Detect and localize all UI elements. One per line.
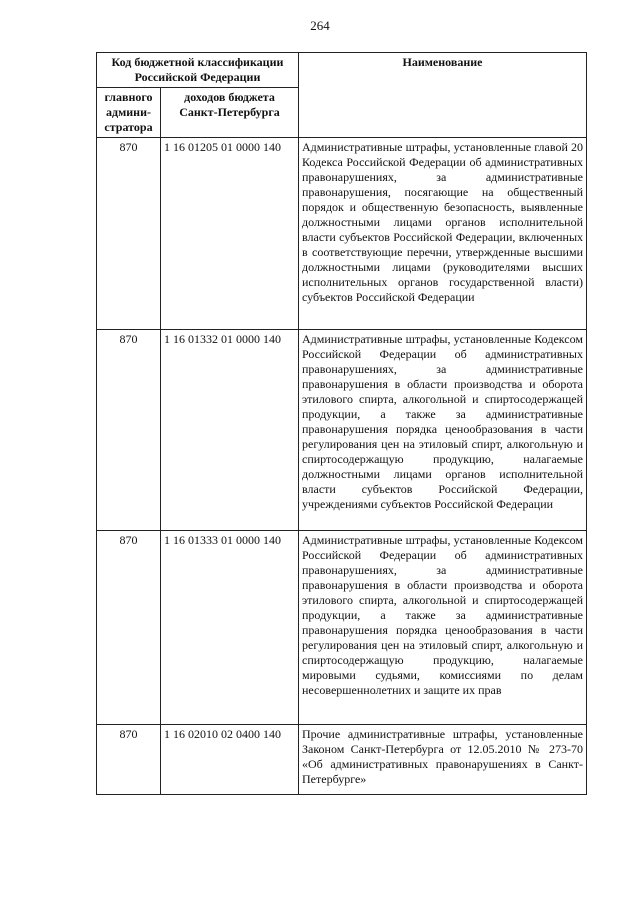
income-code-cell: 1 16 01333 01 0000 140 — [161, 531, 299, 725]
admin-code-cell: 870 — [97, 725, 161, 795]
description-cell: Прочие административные штрафы, установленные Законом Санкт-Петербурга от 12.05.2010 № 273-70 «Об административных правонарушениях в Санкт-Петербурге» — [299, 725, 587, 795]
admin-code-cell: 870 — [97, 330, 161, 531]
header-code-group: Код бюджетной классификации Российской Федерации — [97, 53, 299, 88]
budget-classification-table — [96, 52, 587, 795]
description-cell: Административные штрафы, установленные главой 20 Кодекса Российской Федерации об административных правонарушениях, за административные правонарушения, посягающие на общественный порядок и общественную безопасность, выявленные должностными лицами органов исполнительной власти субъектов Российской Федерации, включенных в соответствующие перечни, утвержденные высшими должностными лицами (руководителями высших исполнительных органов государственной власти) субъектов Российской Федерации — [299, 138, 587, 330]
header-admin: главного админи-стратора — [97, 88, 161, 138]
income-code-cell: 1 16 01332 01 0000 140 — [161, 330, 299, 531]
header-row — [97, 53, 587, 88]
admin-code-cell: 870 — [97, 531, 161, 725]
income-code-cell: 1 16 01205 01 0000 140 — [161, 138, 299, 330]
table-row — [97, 138, 587, 330]
admin-code-cell: 870 — [97, 138, 161, 330]
table-row — [97, 531, 587, 725]
table-row — [97, 330, 587, 531]
description-cell: Административные штрафы, установленные Кодексом Российской Федерации об административных правонарушениях, за административные правонарушения в области производства и оборота этилового спирта, алкогольной и спиртосодержащей продукции, а также за административные правонарушения порядка ценообразования в части регулирования цен на этиловый спирт, алкогольную и спиртосодержащую продукцию, налагаемые должностными лицами органов исполнительной власти субъектов Российской Федерации, учреждениями субъектов Российской Федерации — [299, 330, 587, 531]
header-income: доходов бюджета Санкт-Петербурга — [161, 88, 299, 138]
page-number: 264 — [310, 18, 330, 33]
income-code-cell: 1 16 02010 02 0400 140 — [161, 725, 299, 795]
table-row — [97, 725, 587, 795]
description-cell: Административные штрафы, установленные Кодексом Российской Федерации об административных правонарушениях, за административные правонарушения в области производства и оборота этилового спирта, алкогольной и спиртосодержащей продукции, а также за административные правонарушения порядка ценообразования в части регулирования цен на этиловый спирт, алкогольную и спиртосодержащую продукцию, налагаемые мировыми судьями, комиссиями по делам несовершеннолетних и защите их прав — [299, 531, 587, 725]
header-name: Наименование — [299, 53, 587, 138]
